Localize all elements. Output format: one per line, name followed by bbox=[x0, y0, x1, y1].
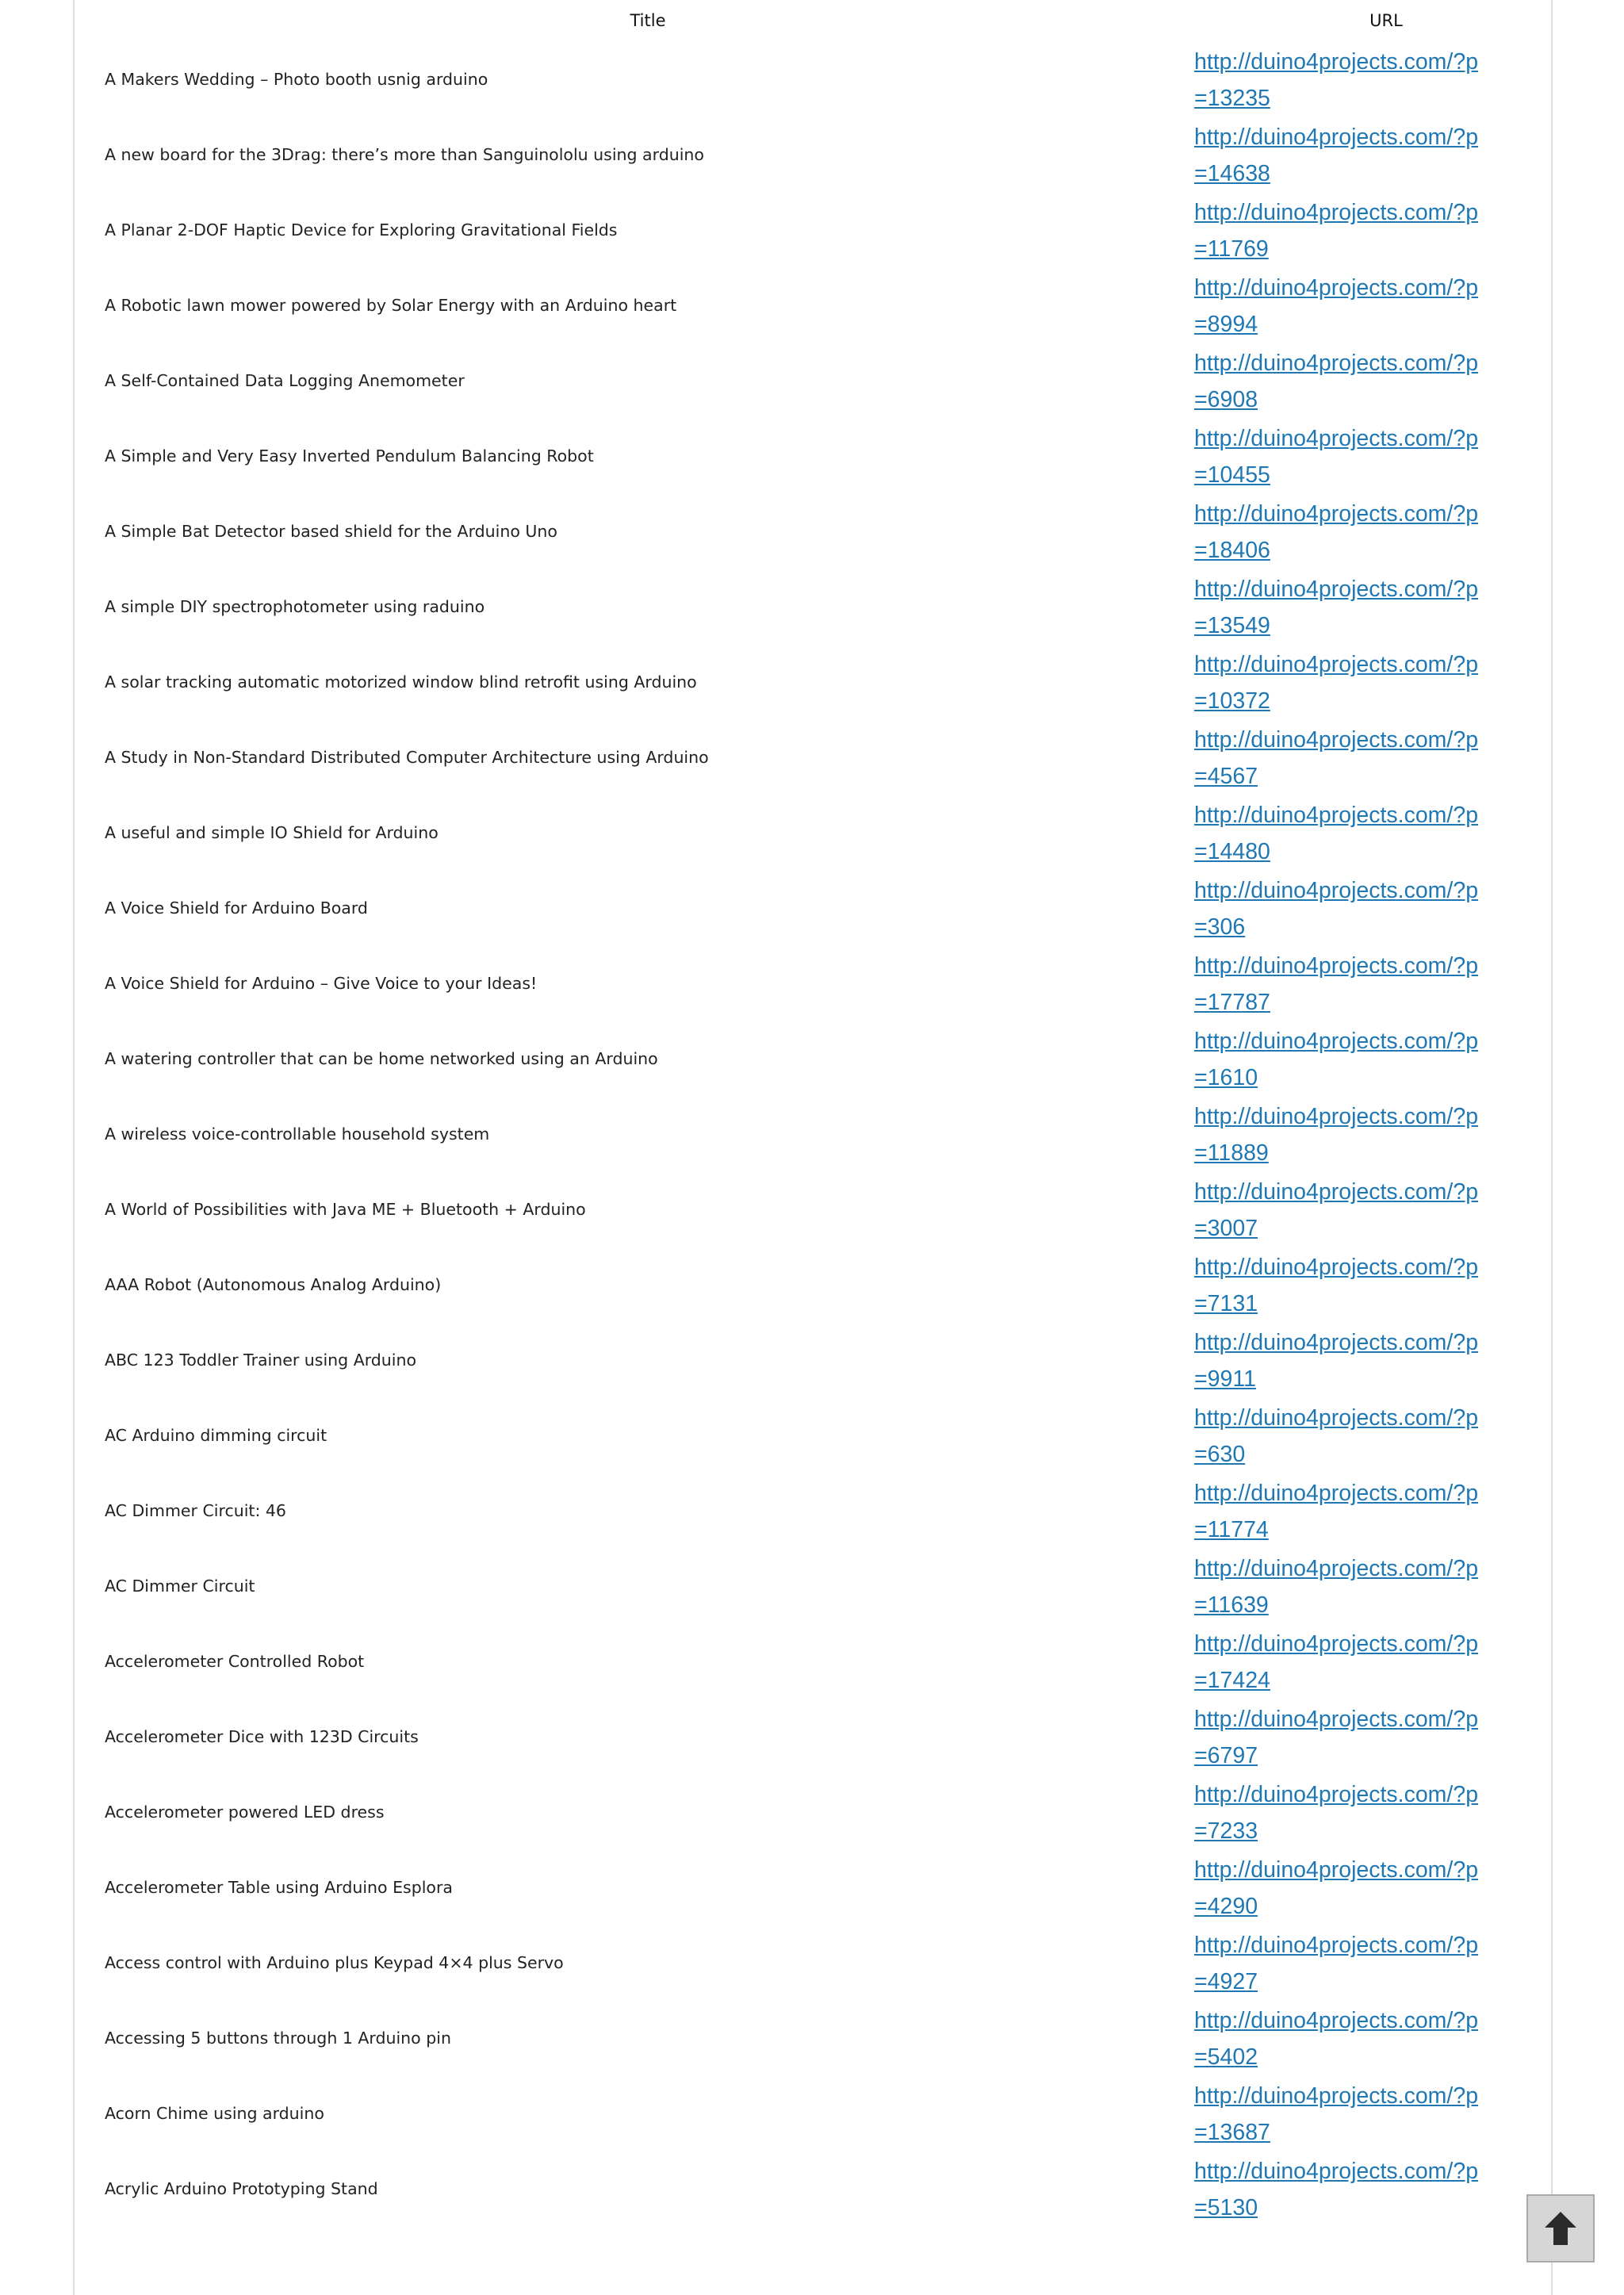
project-url-link[interactable]: http://duino4projects.com/?p=6797 bbox=[1194, 1707, 1479, 1768]
project-title: Accessing 5 buttons through 1 Arduino pin bbox=[105, 2029, 451, 2048]
table-row bbox=[75, 1850, 1551, 1925]
project-title: AC Dimmer Circuit: 46 bbox=[105, 1501, 286, 1520]
url-cell bbox=[1194, 1473, 1480, 1549]
url-cell bbox=[1194, 2001, 1480, 2076]
table-row bbox=[75, 569, 1551, 645]
project-url-link[interactable]: http://duino4projects.com/?p=17787 bbox=[1194, 953, 1479, 1015]
project-title: Accelerometer powered LED dress bbox=[105, 1803, 385, 1822]
project-title: A World of Possibilities with Java ME + Bluetooth + Arduino bbox=[105, 1200, 586, 1219]
project-url-link[interactable]: http://duino4projects.com/?p=10455 bbox=[1194, 426, 1479, 488]
project-title: A Planar 2-DOF Haptic Device for Exploring Gravitational Fields bbox=[105, 220, 618, 239]
project-url-link[interactable]: http://duino4projects.com/?p=11774 bbox=[1194, 1481, 1479, 1542]
project-url-link[interactable]: http://duino4projects.com/?p=10372 bbox=[1194, 652, 1479, 714]
table-row bbox=[75, 1247, 1551, 1323]
project-url-link[interactable]: http://duino4projects.com/?p=7233 bbox=[1194, 1782, 1479, 1844]
project-title: Acorn Chime using arduino bbox=[105, 2104, 324, 2123]
url-cell bbox=[1194, 1021, 1480, 1097]
table-row bbox=[75, 1775, 1551, 1850]
project-title: AAA Robot (Autonomous Analog Arduino) bbox=[105, 1275, 442, 1294]
project-url-link[interactable]: http://duino4projects.com/?p=18406 bbox=[1194, 501, 1479, 563]
table-row bbox=[75, 1021, 1551, 1097]
project-title: Acrylic Arduino Prototyping Stand bbox=[105, 2179, 378, 2198]
url-cell bbox=[1194, 494, 1480, 569]
table-row bbox=[75, 494, 1551, 569]
project-title: ABC 123 Toddler Trainer using Arduino bbox=[105, 1351, 417, 1370]
table-row bbox=[75, 720, 1551, 795]
project-url-link[interactable]: http://duino4projects.com/?p=13549 bbox=[1194, 577, 1479, 638]
table-row bbox=[75, 1624, 1551, 1699]
table-row bbox=[75, 1473, 1551, 1549]
table-row bbox=[75, 1323, 1551, 1398]
table-row bbox=[75, 117, 1551, 193]
table-row bbox=[75, 343, 1551, 419]
project-title: AC Arduino dimming circuit bbox=[105, 1426, 327, 1445]
project-title: AC Dimmer Circuit bbox=[105, 1577, 255, 1596]
table-row bbox=[75, 946, 1551, 1021]
url-cell bbox=[1194, 645, 1480, 720]
project-url-link[interactable]: http://duino4projects.com/?p=5130 bbox=[1194, 2159, 1479, 2220]
project-title: Accelerometer Controlled Robot bbox=[105, 1652, 365, 1671]
url-cell bbox=[1194, 946, 1480, 1021]
table-row bbox=[75, 419, 1551, 494]
url-cell bbox=[1194, 1172, 1480, 1247]
project-title: A Simple Bat Detector based shield for the Arduino Uno bbox=[105, 522, 557, 541]
url-cell bbox=[1194, 1097, 1480, 1172]
url-cell bbox=[1194, 2076, 1480, 2151]
content-page bbox=[73, 0, 1553, 2295]
url-cell bbox=[1194, 419, 1480, 494]
project-url-link[interactable]: http://duino4projects.com/?p=4290 bbox=[1194, 1857, 1479, 1919]
project-title: A Study in Non-Standard Distributed Computer Architecture using Arduino bbox=[105, 748, 709, 767]
url-cell bbox=[1194, 1247, 1480, 1323]
project-title: A Makers Wedding – Photo booth usnig arduino bbox=[105, 70, 488, 89]
project-url-link[interactable]: http://duino4projects.com/?p=13687 bbox=[1194, 2083, 1479, 2145]
table-row bbox=[75, 2001, 1551, 2076]
project-title: Accelerometer Dice with 123D Circuits bbox=[105, 1727, 419, 1746]
table-row bbox=[75, 1172, 1551, 1247]
project-url-link[interactable]: http://duino4projects.com/?p=5402 bbox=[1194, 2008, 1479, 2070]
url-cell bbox=[1194, 1850, 1480, 1925]
project-url-link[interactable]: http://duino4projects.com/?p=11889 bbox=[1194, 1104, 1479, 1166]
table-row bbox=[75, 1549, 1551, 1624]
project-title: A wireless voice-controllable household system bbox=[105, 1125, 490, 1144]
table-row bbox=[75, 795, 1551, 871]
project-title: A Voice Shield for Arduino – Give Voice to your Ideas! bbox=[105, 974, 538, 993]
project-url-link[interactable]: http://duino4projects.com/?p=14480 bbox=[1194, 803, 1479, 864]
table-row bbox=[75, 193, 1551, 268]
project-title: A Robotic lawn mower powered by Solar Energy with an Arduino heart bbox=[105, 296, 677, 315]
project-url-link[interactable]: http://duino4projects.com/?p=17424 bbox=[1194, 1631, 1479, 1693]
project-url-link[interactable]: http://duino4projects.com/?p=13235 bbox=[1194, 49, 1479, 111]
project-url-link[interactable]: http://duino4projects.com/?p=630 bbox=[1194, 1405, 1479, 1467]
url-cell bbox=[1194, 795, 1480, 871]
table-row bbox=[75, 1398, 1551, 1473]
table-row bbox=[75, 1699, 1551, 1775]
project-title: A useful and simple IO Shield for Arduino bbox=[105, 823, 439, 842]
url-cell bbox=[1194, 193, 1480, 268]
url-cell bbox=[1194, 343, 1480, 419]
table-row bbox=[75, 645, 1551, 720]
project-title: A solar tracking automatic motorized window blind retrofit using Arduino bbox=[105, 672, 697, 692]
url-cell bbox=[1194, 1549, 1480, 1624]
project-title: Accelerometer Table using Arduino Esplora bbox=[105, 1878, 453, 1897]
url-cell bbox=[1194, 42, 1480, 117]
url-cell bbox=[1194, 569, 1480, 645]
table-header bbox=[75, 0, 1551, 40]
project-url-link[interactable]: http://duino4projects.com/?p=1610 bbox=[1194, 1029, 1479, 1090]
column-header-title: Title bbox=[630, 11, 666, 30]
url-cell bbox=[1194, 1925, 1480, 2001]
url-cell bbox=[1194, 871, 1480, 946]
project-url-link[interactable]: http://duino4projects.com/?p=14638 bbox=[1194, 125, 1479, 186]
project-url-link[interactable]: http://duino4projects.com/?p=8994 bbox=[1194, 275, 1479, 337]
project-url-link[interactable]: http://duino4projects.com/?p=4567 bbox=[1194, 727, 1479, 789]
project-url-link[interactable]: http://duino4projects.com/?p=306 bbox=[1194, 878, 1479, 940]
url-cell bbox=[1194, 268, 1480, 343]
project-url-link[interactable]: http://duino4projects.com/?p=7131 bbox=[1194, 1255, 1479, 1316]
url-cell bbox=[1194, 1398, 1480, 1473]
url-cell bbox=[1194, 1699, 1480, 1775]
project-title: A Self-Contained Data Logging Anemometer bbox=[105, 371, 465, 390]
table-row bbox=[75, 268, 1551, 343]
project-title: A watering controller that can be home networked using an Arduino bbox=[105, 1049, 658, 1068]
url-cell bbox=[1194, 1323, 1480, 1398]
project-url-link[interactable]: http://duino4projects.com/?p=11769 bbox=[1194, 200, 1479, 262]
project-title: A simple DIY spectrophotometer using raduino bbox=[105, 597, 485, 616]
url-cell bbox=[1194, 1775, 1480, 1850]
table-row bbox=[75, 1097, 1551, 1172]
project-url-link[interactable]: http://duino4projects.com/?p=11639 bbox=[1194, 1556, 1479, 1618]
project-title: Access control with Arduino plus Keypad 4×4 plus Servo bbox=[105, 1953, 564, 1972]
table-row bbox=[75, 2076, 1551, 2151]
url-cell bbox=[1194, 2151, 1480, 2227]
table-row bbox=[75, 42, 1551, 117]
column-header-url: URL bbox=[1369, 11, 1403, 30]
project-title: A Simple and Very Easy Inverted Pendulum Balancing Robot bbox=[105, 446, 594, 466]
project-url-link[interactable]: http://duino4projects.com/?p=3007 bbox=[1194, 1179, 1479, 1241]
table-row bbox=[75, 1925, 1551, 2001]
scroll-to-top-button[interactable] bbox=[1526, 2194, 1595, 2262]
arrow-up-icon bbox=[1545, 2212, 1576, 2245]
url-cell bbox=[1194, 1624, 1480, 1699]
project-url-link[interactable]: http://duino4projects.com/?p=9911 bbox=[1194, 1330, 1479, 1392]
project-url-link[interactable]: http://duino4projects.com/?p=4927 bbox=[1194, 1933, 1479, 1994]
table-row bbox=[75, 2151, 1551, 2227]
project-title: A Voice Shield for Arduino Board bbox=[105, 898, 368, 918]
url-cell bbox=[1194, 117, 1480, 193]
project-title: A new board for the 3Drag: there’s more than Sanguinololu using arduino bbox=[105, 145, 704, 164]
table-row bbox=[75, 871, 1551, 946]
url-cell bbox=[1194, 720, 1480, 795]
project-url-link[interactable]: http://duino4projects.com/?p=6908 bbox=[1194, 351, 1479, 412]
